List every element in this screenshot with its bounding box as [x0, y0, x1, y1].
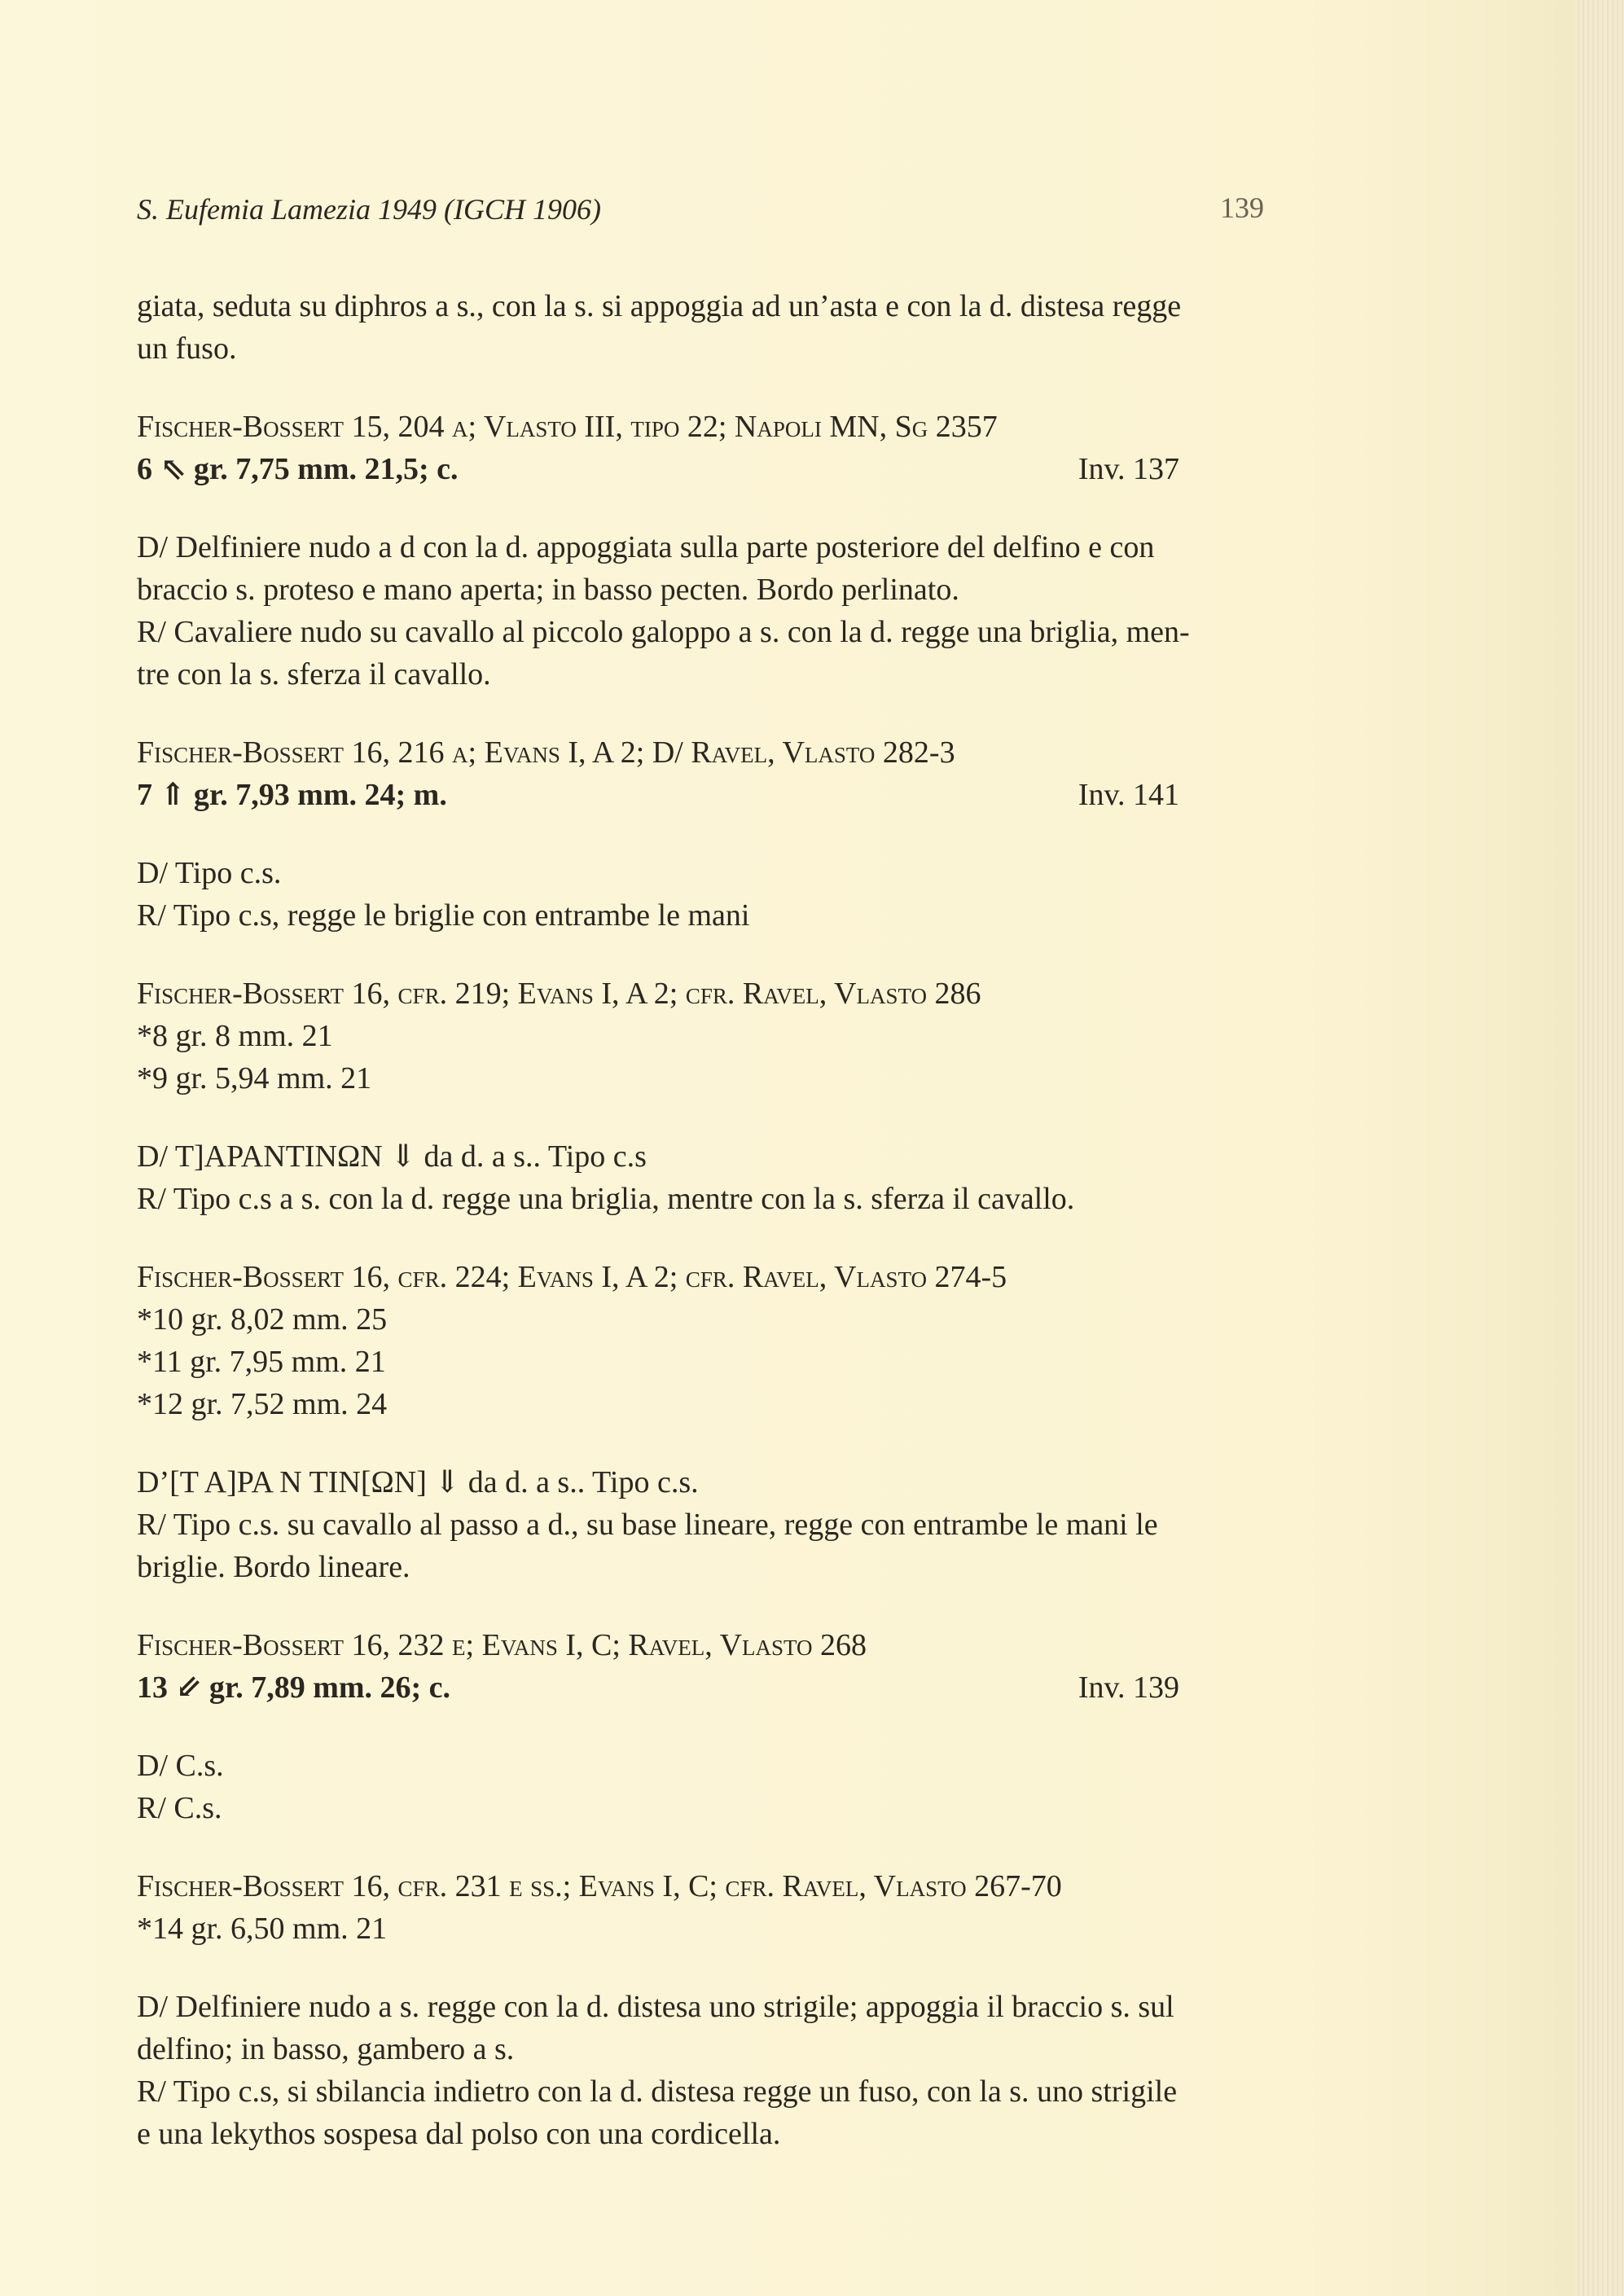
- coin-line: [137, 1666, 1293, 1709]
- bibliographic-reference: Fischer-Bossert 16, cfr. 219; Evans I, A 2; cfr. Ravel, Vlasto 286: [137, 977, 981, 1011]
- text-line: giata, seduta su diphros a s., con la s. si appoggia ad un’asta e con la d. distesa regge: [137, 289, 1182, 323]
- text-line: D/ Delfiniere nudo a d con la d. appoggiata sulla parte posteriore del delfino e con: [137, 530, 1155, 564]
- coin-line: *11 gr. 7,95 mm. 21: [137, 1345, 386, 1379]
- text-line: e una lekythos sospesa dal polso con una cordicella.: [137, 2117, 781, 2151]
- text-line: R/ Tipo c.s, si sbilancia indietro con la d. distesa regge un fuso, con la s. uno strigile: [137, 2074, 1178, 2109]
- reference-entry-10-12: [137, 1256, 1293, 1425]
- reference-entry-14: [137, 1865, 1293, 1950]
- text-line: delfino; in basso, gambero a s.: [137, 2032, 515, 2066]
- running-head: S. Eufemia Lamezia 1949 (IGCH 1906): [137, 193, 601, 226]
- description-7: [137, 852, 1293, 937]
- intro-paragraph: [137, 285, 1293, 370]
- bibliographic-reference: Fischer-Bossert 16, cfr. 231 e ss.; Evans I, C; cfr. Ravel, Vlasto 267-70: [137, 1869, 1062, 1903]
- text-line: D/ T]ΑΡΑΝΤΙΝΩΝ ⇓ da d. a s.. Tipo c.s: [137, 1139, 647, 1174]
- text-line: D/ C.s.: [137, 1749, 224, 1783]
- text-line: D/ Tipo c.s.: [137, 856, 282, 890]
- page-edge: [1575, 0, 1624, 2296]
- text-line: braccio s. proteso e mano aperta; in basso pecten. Bordo perlinato.: [137, 573, 959, 607]
- description-13: [137, 1745, 1293, 1829]
- coin-line: [137, 774, 1293, 816]
- text-line: D’[Τ Α]ΡΑ Ν ΤΙΝ[ΩΝ] ⇓ da d. a s.. Tipo c.s.: [137, 1465, 699, 1499]
- catalogue-text: [137, 285, 1293, 2191]
- reference-entry-13: [137, 1624, 1293, 1709]
- bibliographic-reference: Fischer-Bossert 15, 204 a; Vlasto III, tipo 22; Napoli MN, Sg 2357: [137, 410, 998, 444]
- description-14: [137, 1986, 1293, 2155]
- coin-line: *10 gr. 8,02 mm. 25: [137, 1302, 388, 1337]
- text-line: R/ Tipo c.s. su cavallo al passo a d., su base lineare, regge con entrambe le mani le: [137, 1508, 1158, 1542]
- text-line: R/ Tipo c.s, regge le briglie con entrambe le mani: [137, 898, 750, 933]
- text-line: R/ C.s.: [137, 1791, 222, 1825]
- coin-specs: 6 ⇖ gr. 7,75 mm. 21,5; c.: [137, 452, 459, 486]
- description-6: [137, 526, 1293, 696]
- text-line: briglie. Bordo lineare.: [137, 1550, 410, 1584]
- coin-specs: 13 ⇙ gr. 7,89 mm. 26; c.: [137, 1670, 451, 1705]
- coin-specs: 7 ⇑ gr. 7,93 mm. 24; m.: [137, 778, 447, 812]
- bibliographic-reference: Fischer-Bossert 16, 216 a; Evans I, A 2; D/ Ravel, Vlasto 282-3: [137, 735, 955, 770]
- text-line: D/ Delfiniere nudo a s. regge con la d. distesa uno strigile; appoggia il braccio s. sul: [137, 1990, 1174, 2024]
- text-line: R/ Cavaliere nudo su cavallo al piccolo galoppo a s. con la d. regge una briglia, men-: [137, 615, 1190, 649]
- description-10-12: [137, 1461, 1293, 1588]
- bibliographic-reference: Fischer-Bossert 16, cfr. 224; Evans I, A 2; cfr. Ravel, Vlasto 274-5: [137, 1260, 1007, 1294]
- inventory-number: Inv. 141: [1078, 778, 1179, 812]
- reference-entry-8-9: [137, 972, 1293, 1100]
- text-line: un fuso.: [137, 331, 237, 366]
- coin-line: [137, 448, 1293, 490]
- reference-entry-6: [137, 406, 1293, 490]
- reference-entry-7: [137, 731, 1293, 816]
- bibliographic-reference: Fischer-Bossert 16, 232 e; Evans I, C; Ravel, Vlasto 268: [137, 1628, 867, 1662]
- coin-line: *12 gr. 7,52 mm. 24: [137, 1387, 388, 1421]
- coin-line: *9 gr. 5,94 mm. 21: [137, 1061, 372, 1095]
- coin-line: *8 gr. 8 mm. 21: [137, 1019, 333, 1053]
- text-line: R/ Tipo c.s a s. con la d. regge una briglia, mentre con la s. sferza il cavallo.: [137, 1182, 1075, 1216]
- page-number: 139: [1220, 191, 1264, 224]
- description-8-9: [137, 1135, 1293, 1220]
- text-line: tre con la s. sferza il cavallo.: [137, 657, 491, 691]
- coin-line: *14 gr. 6,50 mm. 21: [137, 1912, 388, 1946]
- inventory-number: Inv. 139: [1078, 1670, 1179, 1705]
- inventory-number: Inv. 137: [1078, 452, 1179, 486]
